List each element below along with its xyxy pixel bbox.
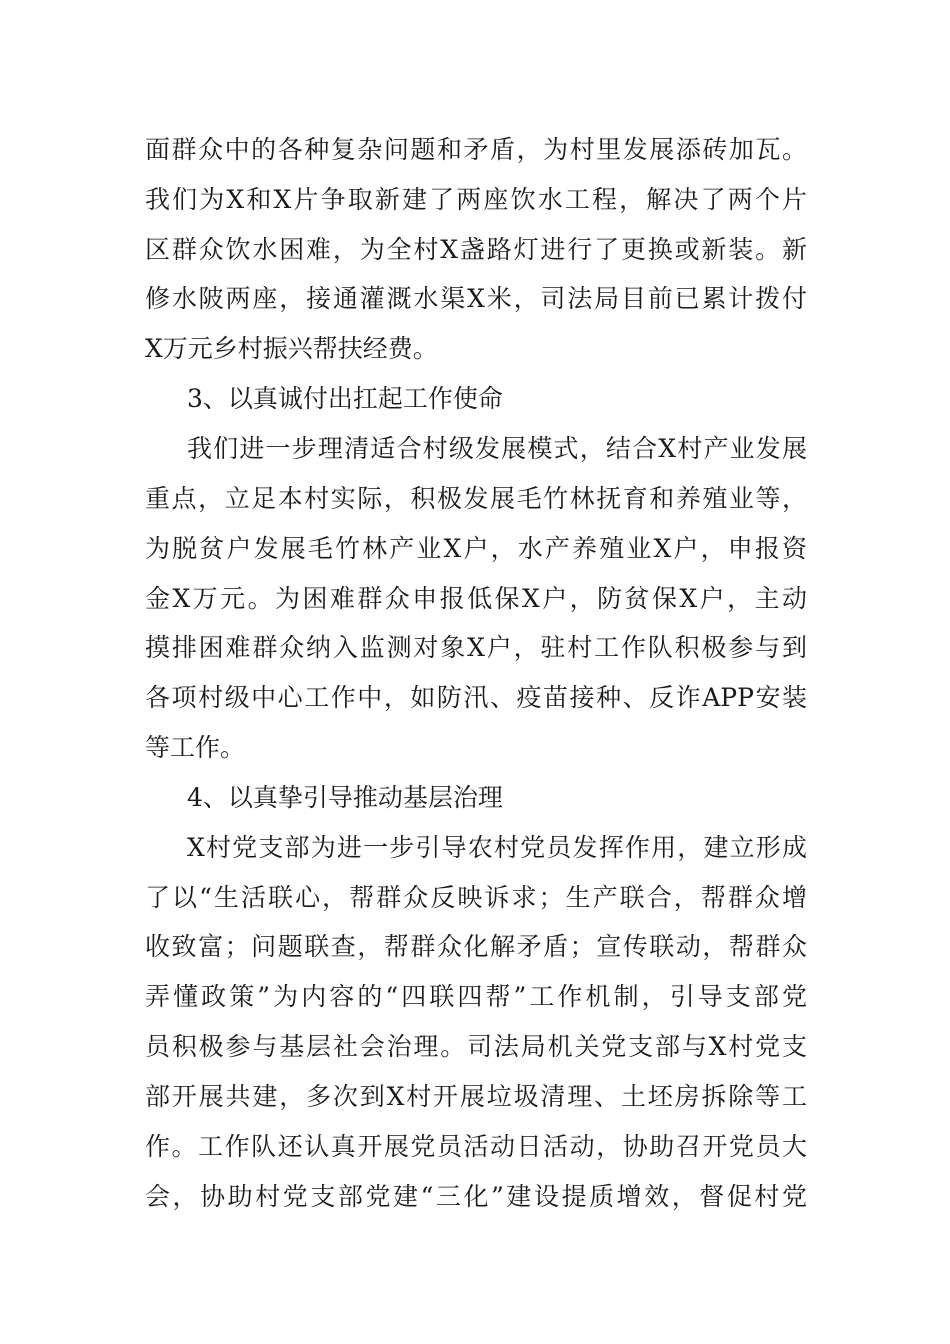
text-line: 收致富；问题联查，帮群众化解矛盾；宣传联动，帮群众 xyxy=(145,932,807,961)
text-line: 为脱贫户发展毛竹林产业X户，水产养殖业X户，申报资 xyxy=(145,534,807,563)
text-line: 弄懂政策”为内容的“四联四帮”工作机制，引导支部党 xyxy=(145,982,807,1011)
paragraph-last-line: 等工作。 xyxy=(145,733,246,762)
text-line: 了以“生活联心，帮群众反映诉求；生产联合，帮群众增 xyxy=(145,883,807,912)
paragraph-last-line: X万元乡村振兴帮扶经费。 xyxy=(145,334,438,363)
section-heading-3: 3、以真诚付出扛起工作使命 xyxy=(187,384,503,413)
text-line: 各项村级中心工作中，如防汛、疫苗接种、反诈APP安装 xyxy=(145,683,807,712)
text-line: 修水陂两座，接通灌溉水渠X米，司法局目前已累计拨付 xyxy=(145,284,807,313)
text-line: 部开展共建，多次到X村开展垃圾清理、土坯房拆除等工 xyxy=(145,1082,807,1111)
paragraph-first-line: 我们进一步理清适合村级发展模式，结合X村产业发展 xyxy=(187,434,807,463)
text-line: 我们为X和X片争取新建了两座饮水工程，解决了两个片 xyxy=(145,185,807,214)
text-line: 金X万元。为困难群众申报低保X户，防贫保X户，主动 xyxy=(145,584,807,613)
text-line: 摸排困难群众纳入监测对象X户，驻村工作队积极参与到 xyxy=(145,633,807,662)
section-heading-4: 4、以真挚引导推动基层治理 xyxy=(187,783,503,812)
text-line: 重点，立足本村实际，积极发展毛竹林抚育和养殖业等， xyxy=(145,484,807,513)
text-line: 区群众饮水困难，为全村X盏路灯进行了更换或新装。新 xyxy=(145,235,807,264)
text-line: 员积极参与基层社会治理。司法局机关党支部与X村党支 xyxy=(145,1032,807,1061)
text-line: 作。工作队还认真开展党员活动日活动，协助召开党员大 xyxy=(145,1132,807,1161)
text-line: 面群众中的各种复杂问题和矛盾，为村里发展添砖加瓦。 xyxy=(145,135,807,164)
text-line: 会，协助村党支部党建“三化”建设提质增效，督促村党 xyxy=(145,1182,807,1211)
paragraph-first-line: X村党支部为进一步引导农村党员发挥作用，建立形成 xyxy=(187,833,807,862)
